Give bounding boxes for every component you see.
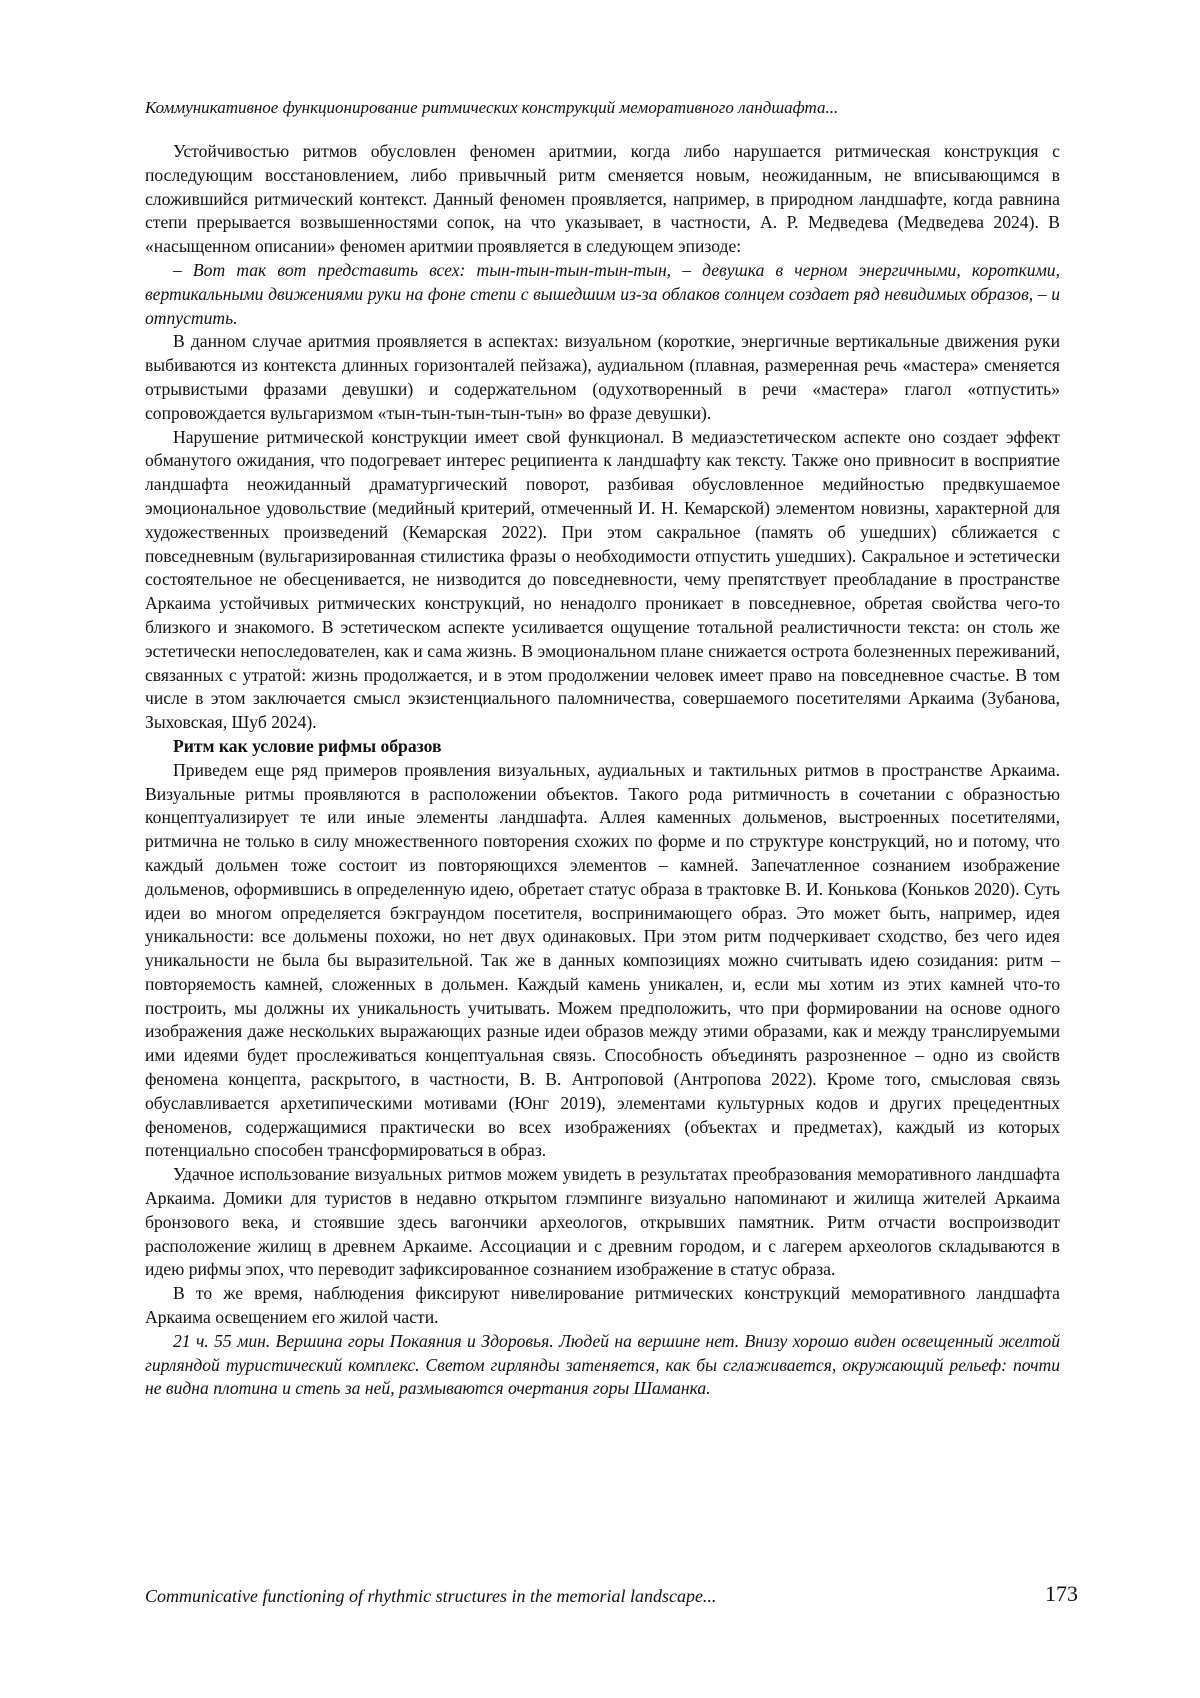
- paragraph-arrhythmia: Устойчивостью ритмов обусловлен феномен аритмии, когда либо нарушается ритмическая конструкция с последующим восстановлением, либо привычный ритм сменяется новым, неожиданным, не вписывающимся в сложившийся ритмический контекст. Данный феномен проявляется, например, в природном ландшафте, когда равнина степи прерывается возвышенностями сопок, на что указывает, в частности, А. Р. Медведева (Медведева 2024). В «насыщенном описании» феномен аритмии проявляется в следующем эпизоде:: [145, 141, 1060, 257]
- paragraph-glamping: Удачное использование визуальных ритмов можем увидеть в результатах преобразования меморативного ландшафта Аркаима. Домики для туристов в недавно открытом глэмпинге визуально напоминают и жилища жителей Аркаима бронзового века, и стоявшие здесь вагончики археологов, открывших памятник. Ритм отчасти воспроизводит расположение жилищ в древнем Аркаиме. Ассоциации и с древним городом, и с лагерем археологов складываются в идею рифмы эпох, что переводит зафиксированное сознанием изображение в статус образа.: [145, 1164, 1060, 1280]
- paragraph-aspects: В данном случае аритмия проявляется в аспектах: визуальном (короткие, энергичные вертикальные движения руки выбиваются из контекста длинных горизонталей пейзажа), аудиальном (плавная, размеренная речь «мастера» сменяется отрывистыми фразами девушки) и содержательном (одухотворенный в речи «мастера» глагол «отпустить» сопровождается вульгаризмом «тын-тын-тын-тын-тын» во фразе девушки).: [145, 331, 1060, 423]
- field-note: 21 ч. 55 мин. Вершина горы Покаяния и Здоровья. Людей на вершине нет. Внизу хорошо виден освещенный желтой гирляндой туристический комплекс. Светом гирлянды затеняется, как бы сглаживается, окружающий рельеф: почти не видна плотина и степь за ней, размываются очертания горы Шаманка.: [145, 1330, 1060, 1399]
- quote-episode: – Вот так вот представить всех: тын-тын-тын-тын-тын, – девушка в черном энергичными, короткими, вертикальными движениями руки на фоне степи с вышедшим из-за облаков солнцем создает ряд невидимых образов, – и отпустить.: [145, 259, 1060, 328]
- paragraph-visual-rhythms: Приведем еще ряд примеров проявления визуальных, аудиальных и тактильных ритмов в пространстве Аркаима. Визуальные ритмы проявляются в расположении объектов. Такого рода ритмичность в сочетании с образностью концептуализирует те или иные элементы ландшафта. Аллея каменных дольменов, выстроенных посетителями, ритмична не только в силу множественного повторения схожих по форме и по структуре конструкций, но и потому, что каждый дольмен тоже состоит из повторяющихся элементов – камней. Запечатленное сознанием изображение дольменов, оформившись в определенную идею, обретает статус образа в трактовке В. И. Конькова (Коньков 2020). Суть идеи во многом определяется бэкграундом посетителя, воспринимающего образ. Это может быть, например, идея уникальности: все дольмены похожи, но нет двух одинаковых. При этом ритм подчеркивает сходство, без чего идея уникальности не была бы выразительной. Так же в данных композициях можно считывать идею созидания: ритм – повторяемость камней, сложенных в дольмен. Каждый камень уникален, и, если мы хотим из этих камней что-то построить, мы должны их уникальность учитывать. Можем предположить, что при формировании на основе одного изображения даже нескольких выражающих разные идеи образов между этими образами, как и между транслируемыми ими идеями будет прослеживаться концептуальная связь. Способность объединять разрозненное – одно из свойств феномена концепта, раскрытого, в частности, В. В. Антроповой (Антропова 2022). Кроме того, смысловая связь обуславливается архетипическими мотивами (Юнг 2019), элементами культурных кодов и других прецедентных феноменов, содержащимися практически во всех изображениях (объектах и предметах), каждый из которых потенциально способен трансформироваться в образ.: [145, 759, 1060, 1161]
- paragraph-lighting: В то же время, наблюдения фиксируют нивелирование ритмических конструкций меморативного ландшафта Аркаима освещением его жилой части.: [145, 1283, 1060, 1328]
- page-number: 173: [1045, 1581, 1078, 1606]
- article-body: [145, 140, 1060, 1401]
- running-footer: Communicative functioning of rhythmic structures in the memorial landscape...: [145, 1586, 717, 1606]
- running-header: Коммуникативное функционирование ритмических конструкций меморативного ландшафта...: [145, 98, 839, 117]
- section-heading: Ритм как условие рифмы образов: [173, 735, 442, 756]
- paragraph-function: Нарушение ритмической конструкции имеет свой функционал. В медиаэстетическом аспекте оно создает эффект обманутого ожидания, что подогревает интерес реципиента к ландшафту как тексту. Также оно привносит в восприятие ландшафта неожиданный драматургический поворот, разбивая обусловленное медийностью предвкушаемое эмоциональное удовольствие (медийный критерий, отмеченный И. Н. Кемарской) элементом новизны, характерной для художественных произведений (Кемарская 2022). При этом сакральное (память об ушедших) сближается с повседневным (вульгаризированная стилистика фразы о необходимости отпустить ушедших). Сакральное и эстетически состоятельное не обесценивается, не низводится до повседневности, чему препятствует преобладание в пространстве Аркаима устойчивых ритмических конструкций, но ненадолго проникает в повседневное, обретая свойства чего-то близкого и знакомого. В эстетическом аспекте усиливается ощущение тотальной реалистичности текста: он столь же эстетически непоследователен, как и сама жизнь. В эмоциональном плане снижается острота болезненных переживаний, связанных с утратой: жизнь продолжается, и в этом продолжении человек имеет право на повседневное счастье. В том числе в этом заключается смысл экзистенциального паломничества, совершаемого посетителями Аркаима (Зубанова, Зыховская, Шуб 2024).: [145, 426, 1060, 733]
